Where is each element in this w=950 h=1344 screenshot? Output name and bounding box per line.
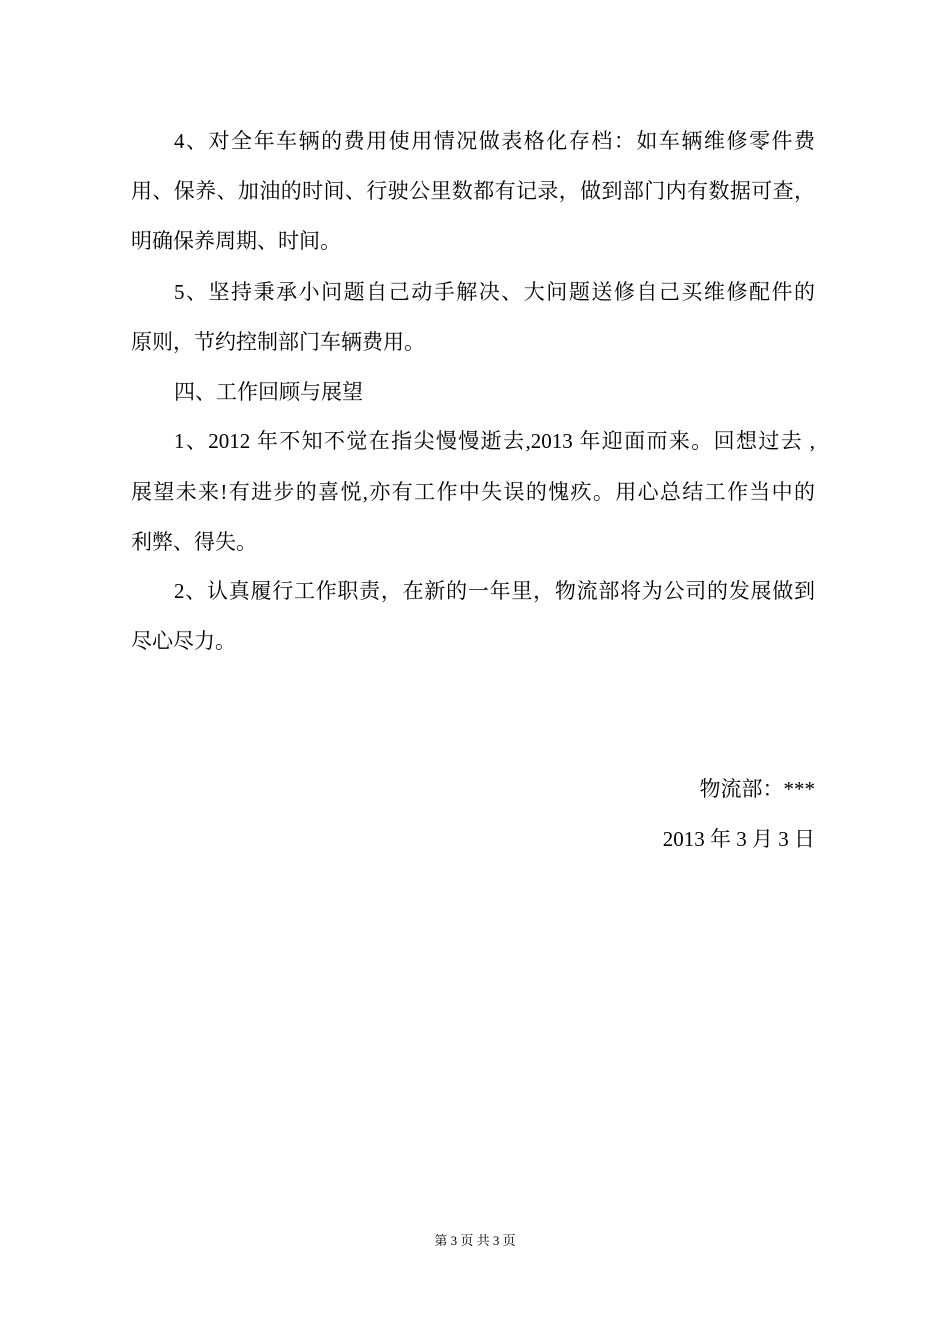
paragraph-line: 利弊、得失。 xyxy=(131,530,257,554)
paragraph-line: 1、2012 年不知不觉在指尖慢慢逝去,2013 年迎面而来。回想过去 , xyxy=(174,429,815,453)
paragraph-line: 用、保养、加油的时间、行驶公里数都有记录，做到部门内有数据可查， xyxy=(131,179,815,203)
signature-department: 物流部：*** xyxy=(699,777,815,801)
section-heading: 四、工作回顾与展望 xyxy=(174,380,363,404)
signature-date: 2013 年 3 月 3 日 xyxy=(662,827,815,851)
paragraph-line: 4、对全年车辆的费用使用情况做表格化存档：如车辆维修零件费 xyxy=(174,129,815,153)
paragraph-line: 尽心尽力。 xyxy=(131,629,236,653)
paragraph-line: 2、认真履行工作职责，在新的一年里，物流部将为公司的发展做到 xyxy=(174,579,815,603)
page-footer: 第 3 页 共 3 页 xyxy=(434,1233,516,1248)
paragraph-line: 5、坚持秉承小问题自己动手解决、大问题送修自己买维修配件的 xyxy=(174,280,815,304)
paragraph-line: 明确保养周期、时间。 xyxy=(131,229,341,253)
paragraph-line: 原则，节约控制部门车辆费用。 xyxy=(131,330,425,354)
paragraph-line: 展望未来!有进步的喜悦,亦有工作中失误的愧疚。用心总结工作当中的 xyxy=(131,480,815,504)
